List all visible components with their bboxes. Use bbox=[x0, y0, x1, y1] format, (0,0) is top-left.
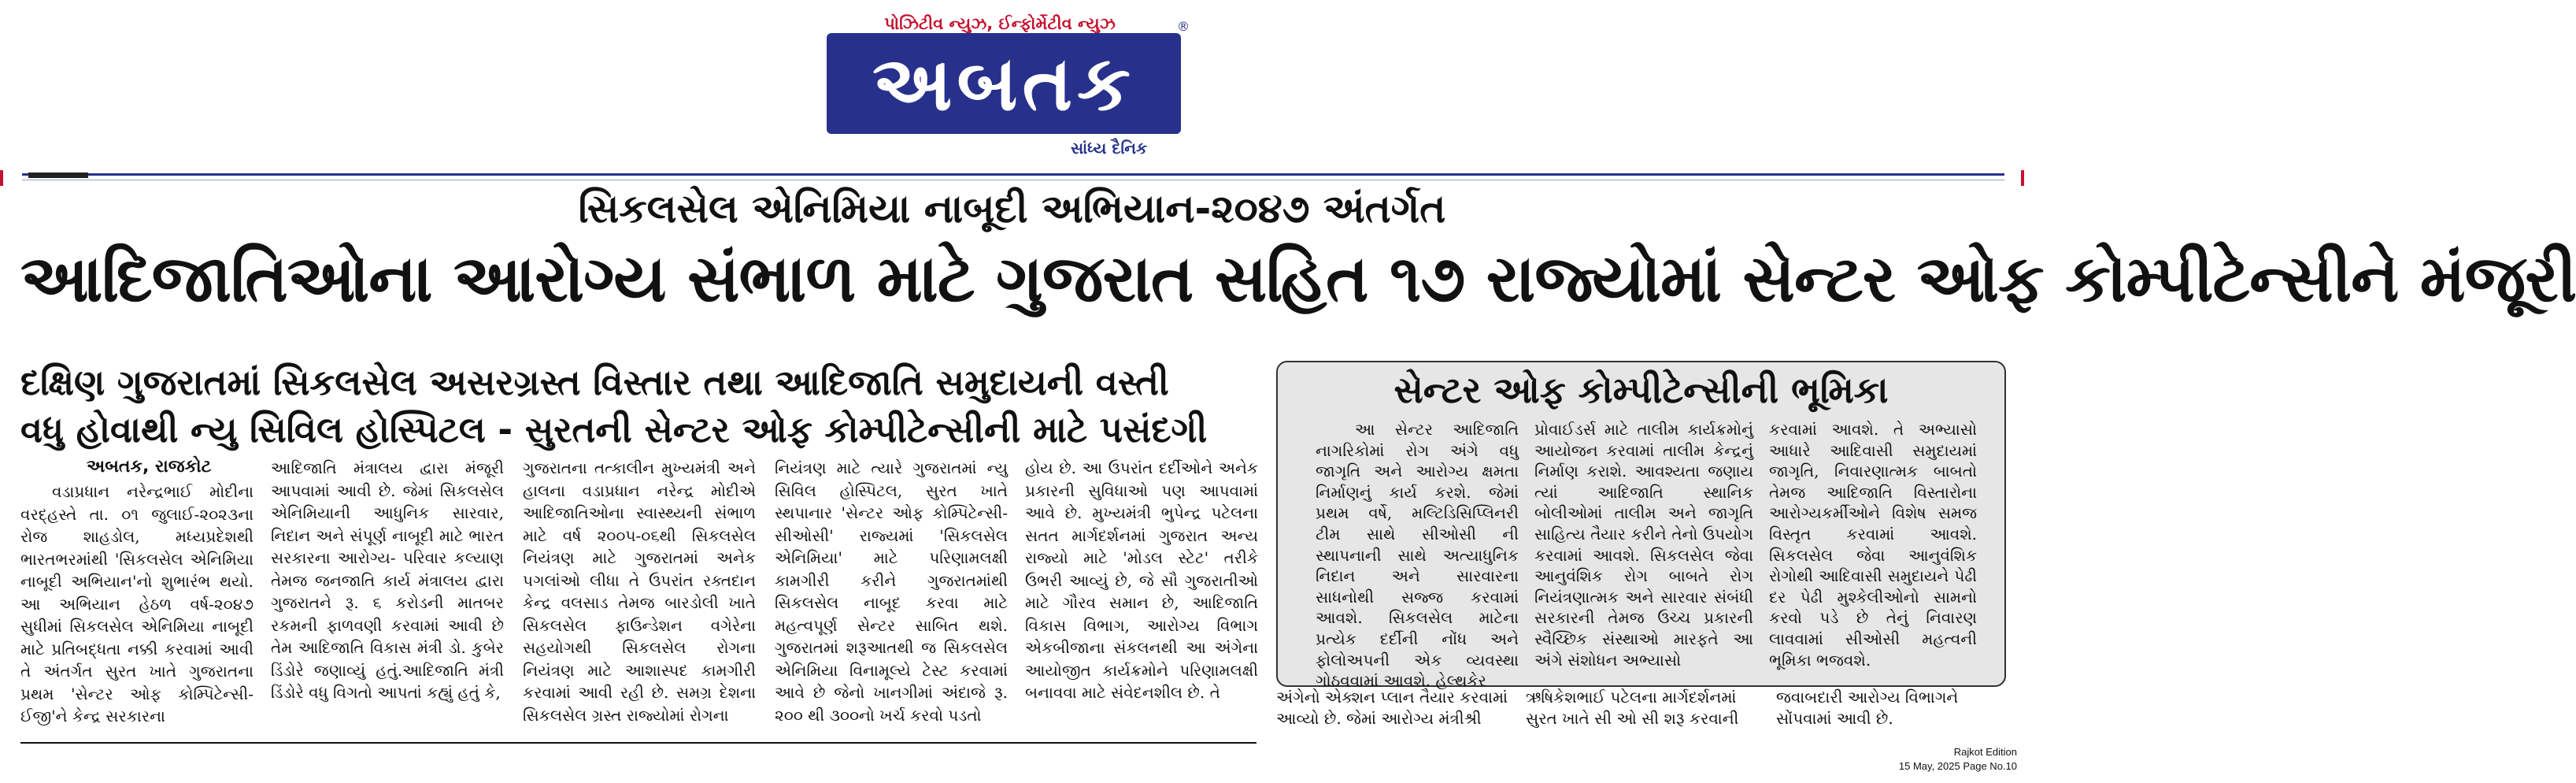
below-box-column-3: જવાબદારી આરોગ્ય વિભાગને સોંપવામાં આવી છે. bbox=[1776, 688, 1959, 728]
sidebar-column-2: પ્રોવાઈડર્સ માટે તાલીમ કાર્યક્રમોનું આયોજન કરવામાં તાલીમ કેન્દ્રનું નિર્માણ કરાશે. આવશ્યતા જણાય ત્યાં આદિજાતિ સ્થાનિક બોલીઓમાં તાલીમ અને જાગૃતિ સાહિત્ય તૈયાર કરીને તેનો ઉપયોગ કરવામાં આવશે. સિકલસેલ જેવા આનુવંશિક રોગ બાબતે રોગ નિયંત્રણાત્મક અને સારવાર સંબંધી સરકારની તેમજ ઉચ્ચ પ્રકારની સ્વૈચ્છિક સંસ્થાઓ મારફતે આ અંગે સંશોધન અભ્યાસો bbox=[1534, 420, 1753, 670]
article-column-3: ગુજરાતના તત્કાલીન મુખ્યમંત્રી અને હાલના વડાપ્રધાન નરેન્દ્ર મોદીએ આદિજાતિઓના સ્વાસ્થ્યની સંભાળ માટે વર્ષ ૨૦૦૫-૦૬થી સિકલસેલ નિયંત્રણ માટે ગુજરાતમાં અનેક પગલાંઓ લીધા તે ઉપરાંત રક્તદાન કેન્દ્ર વલસાડ તેમજ બારડોલી ખાતે સિકલસેલ ફાઉન્ડેશન વગેરેના સહયોગથી સિકલસેલ રોગના નિયંત્રણ માટે આશાસ્પદ કામગીરી કરવામાં આવી રહી છે. સમગ્ર દેશના સિકલસેલ ગ્રસ્ત રાજ્યોમાં રોગના bbox=[523, 458, 756, 725]
article-column-5: હોય છે. આ ઉપરાંત દર્દીઓને અનેક પ્રકારની સુવિધાઓ પણ આપવામાં આવે છે. મુખ્યમંત્રી ભુપેન્દ્ર પટેલના સતત માર્ગદર્શનમાં ગુજરાત અન્ય રાજ્યો માટે 'મોડલ સ્ટેટ' તરીકે ઉભરી આવ્યું છે, જે સૌ ગુજરાતીઓ માટે ગૌરવ સમાન છે, આદિજાતિ વિકાસ વિભાગ, આરોગ્ય વિભાગ એકબીજાના સંકલનથી આ અંગેના આયોજીત કાર્યક્રમોને પરિણામલક્ષી બનાવવા માટે સંવેદનશીલ છે. તે bbox=[1025, 458, 1258, 702]
article-column-1: વડાપ્રધાન નરેન્દ્રભાઈ મોદીના વરદ્હસ્તે તા. ૦૧ જુલાઈ-૨૦૨૩ના રોજ શાહડોલ, મધ્યપ્રદેશથી ભારતભરમાંથી 'સિકલસેલ એનિમિયા નાબૂદી અભિયાન'નો શુભારંભ થયો. આ અભિયાન હેઠળ વર્ષ-૨૦૪૭ સુધીમાં સિકલસેલ એનિમિયા નાબૂદી માટે પ્રતિબદ્ધતા નક્કી કરવામાં આવી તે અંતર્ગત સુરત ખાતે ગુજરાતના પ્રથમ 'સેન્ટર ઓફ કોમ્પિટેન્સી-ઈજી'ને કેન્દ્ર સરકારના bbox=[20, 482, 254, 725]
below-box-column-2: ઋષિકેશભાઈ પટેલના માર્ગદર્શનમાં સુરત ખાતે સી ઓ સી શરૂ કરવાની bbox=[1526, 688, 1739, 728]
below-box-column-1: અંગેનો એક્શન પ્લાન તૈયાર કરવામાં આવ્યો છે. જેમાં આરોગ્ય મંત્રીશ્રી bbox=[1276, 688, 1508, 728]
masthead-rule bbox=[22, 173, 2004, 176]
sidebar-title: સેન્ટર ઓફ કોમ્પીટેન્સીની ભૂમિકા bbox=[1393, 369, 1889, 411]
article-footer-rule bbox=[20, 742, 1257, 744]
sidebar-column-3: કરવામાં આવશે. તે અભ્યાસો આધારે આદિવાસી સમુદાયમાં જાગૃતિ, નિવારણાત્મક બાબતો તેમજ આદિજાતિ વિસ્તારોના આરોગ્યકર્મીઓને વિશેષ સમજ વિસ્તૃત કરવામાં આવશે. સિકલસેલ જેવા આનુવંશિક રોગોથી આદિવાસી સમુદાયને પેઢી દર પેઢી મુશ્કેલીઓનો સામનો કરવો પડે છે તેનું નિવારણ લાવવામાં સીઓસી મહત્વની ભૂમિકા ભજવશે. bbox=[1769, 420, 1977, 670]
sidebar-box bbox=[1276, 361, 2006, 691]
edition-type-label: સાંધ્ય દૈનિક bbox=[1071, 139, 1148, 158]
subheadline-line-2: વધુ હોવાથી ન્યુ સિવિલ હોસ્પિટલ - સુરતની સેન્ટર ઓફ કોમ્પીટેન્સીની માટે પસંદગી bbox=[20, 409, 1208, 451]
masthead-rule-accent bbox=[28, 173, 88, 178]
footer-date-page: 15 May, 2025 Page No.10 bbox=[1898, 760, 2017, 772]
page-footer bbox=[1889, 745, 2017, 774]
edge-mark-left bbox=[0, 170, 3, 186]
article-column-2: આદિજાતિ મંત્રાલય દ્વારા મંજૂરી આપવામાં આવી છે. જેમાં સિકલસેલ એનિમિયાની આધુનિક સારવાર, નિદાન અને સંપૂર્ણ નાબૂદી માટે ભારત સરકારના આરોગ્ય- પરિવાર કલ્યાણ તેમજ જનજાતિ કાર્ય મંત્રાલય દ્વારા ગુજરાતને રૂ. ૬ કરોડની માતબર રકમની ફાળવણી કરવામાં આવી છે તેમ આદિજાતિ વિકાસ મંત્રી ડો. કુબેર ડિંડોરે જણાવ્યું હતું.આદિજાતિ મંત્રી ડિંડોરે વધુ વિગતો આપતાં કહ્યું હતું કે, bbox=[271, 458, 504, 702]
sidebar-column-1: આ સેન્ટર આદિજાતિ નાગરિકોમાં રોગ અંગે વધુ જાગૃતિ અને આરોગ્ય ક્ષમતા નિર્માણનું કાર્ય કરશે. જેમાં પ્રથમ વર્ષે, મલ્ટિડિસિપ્લિનરી ટીમ સાથે સીઓસી ની સ્થાપનાની સાથે અત્યાધુનિક નિદાન અને સારવારના સાધનોથી સજ્જ કરવામાં આવશે. સિકલસેલ માટેના પ્રત્યેક દર્દીની નોંધ અને ફોલોઅપની એક વ્યવસ્થા ગોઠવવામાં આવશે. હેલ્થકેર bbox=[1316, 420, 1519, 691]
article-subheadline bbox=[20, 359, 1264, 454]
newspaper-logo: અબતક bbox=[827, 33, 1181, 134]
article-column-4: નિયંત્રણ માટે ત્યારે ગુજરાતમાં ન્યુ સિવિલ હોસ્પિટલ, સુરત ખાતે સ્થપાનાર 'સેન્ટર ઓફ કોમ્પિટેન્સી- સીઓસી' રાજ્યમાં 'સિકલસેલ એનિમિયા' માટે પરિણામલક્ષી કામગીરી કરીને ગુજરાતમાંથી સિકલસેલ નાબૂદ કરવા માટે મહત્વપૂર્ણ સેન્ટર સાબિત થશે. ગુજરાતમાં શરૂઆતથી જ સિકલસેલ એનિમિયા વિનામૂલ્યે ટેસ્ટ કરવામાં આવે છે જેનો ખાનગીમાં અંદાજે રૂ. ૨૦૦ થી ૩૦૦નો ખર્ચ કરવો પડતો bbox=[775, 458, 1008, 725]
article-headline: આદિજાતિઓના આરોગ્ય સંભાળ માટે ગુજરાત સહિત ૧૭ રાજ્યોમાં સેન્ટર ઓફ કોમ્પીટેન્સીને મંજૂરી bbox=[20, 242, 2576, 317]
masthead bbox=[819, 11, 1197, 161]
subheadline-line-1: દક્ષિણ ગુજરાતમાં સિકલસેલ અસરગ્રસ્ત વિસ્તાર તથા આદિજાતિ સમુદાયની વસ્તી bbox=[20, 362, 1169, 403]
masthead-tagline: પોઝિટીવ ન્યુઝ, ઈન્ફોર્મેટીવ ન્યુઝ bbox=[884, 14, 1116, 33]
article-dateline: અબતક, રાજકોટ bbox=[87, 457, 212, 477]
edge-mark-right bbox=[2021, 170, 2024, 186]
article-kicker: સિકલસેલ એનિમિયા નાબૂદી અભિયાન-૨૦૪૭ અંતર્ગત bbox=[578, 186, 1446, 232]
registered-mark: ® bbox=[1177, 19, 1190, 34]
footer-edition: Rajkot Edition bbox=[1953, 746, 2017, 758]
